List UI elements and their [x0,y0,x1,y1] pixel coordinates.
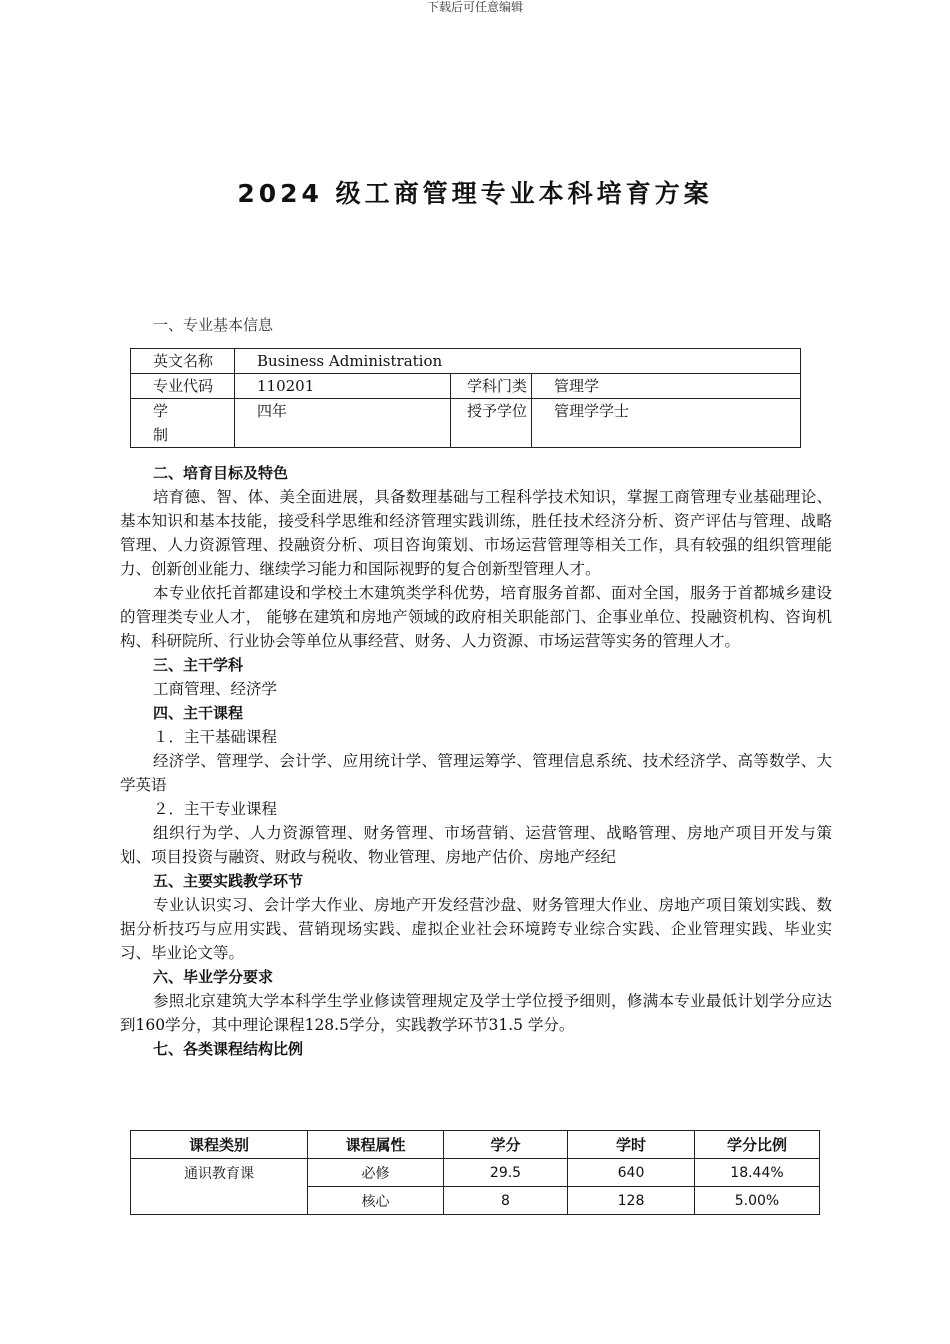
ratio-cell: 18.44% [695,1159,820,1187]
credits-content: 参照北京建筑大学本科学生学业修读管理规定及学士学位授予细则，修满本专业最低计划学分应达到160学分，其中理论课程128.5学分，实践教学环节31.5 学分。 [120,992,832,1034]
discipline-value: 管理学 [532,374,801,399]
credits-cell: 29.5 [444,1159,568,1187]
hours-cell: 640 [568,1159,695,1187]
table-row [131,1159,820,1187]
duration-label [131,399,235,448]
section-heading-basic-info: 一、专业基本信息 [153,316,274,334]
disciplines-content: 工商管理、经济学 [153,680,278,698]
page-title: 2024 级工商管理专业本科培育方案 [237,179,713,208]
english-name-value: Business Administration [235,349,801,374]
english-name-label: 英文名称 [131,349,235,374]
column-header-ratio: 学分比例 [695,1131,820,1159]
document-body [120,461,832,1061]
section-heading-practice: 五、主要实践教学环节 [153,872,304,890]
ratio-cell: 5.00% [695,1187,820,1215]
basic-courses-heading: １．主干基础课程 [153,728,278,746]
table-header-row [131,1131,820,1159]
section-heading-goals: 二、培育目标及特色 [153,464,289,482]
degree-value: 管理学学士 [532,399,801,448]
goals-paragraph-2: 本专业依托首都建设和学校土木建筑类学科优势，培育服务首都、面对全国，服务于首都城乡建设的管理类专业人才， 能够在建筑和房地产领域的政府相关职能部门、企事业单位、投融资机构、咨询机构、科研院所、行业协会等单位从事经营、财务、人力资源、市场运营等实务的管理人才。 [120,584,832,650]
column-header-category: 课程类别 [131,1131,308,1159]
table-row [131,349,801,374]
practice-content: 专业认识实习、会计学大作业、房地产开发经营沙盘、财务管理大作业、房地产项目策划实践、数据分析技巧与应用实践、营销现场实践、虚拟企业社会环境跨专业综合实践、企业管理实践、毕业实习、毕业论文等。 [120,896,832,962]
category-cell: 通识教育课 [131,1159,308,1215]
column-header-credits: 学分 [444,1131,568,1159]
goals-paragraph-1: 培育德、智、体、美全面进展，具备数理基础与工程科学技术知识，掌握工商管理专业基础理论、基本知识和基本技能，接受科学思维和经济管理实践训练，胜任技术经济分析、资产评估与管理、战略管理、人力资源管理、投融资分析、项目咨询策划、市场运营管理等相关工作，具有较强的组织管理能力、创新创业能力、继续学习能力和国际视野的复合创新型管理人才。 [120,488,832,578]
hours-cell: 128 [568,1187,695,1215]
duration-label-part1: 学 [153,402,169,420]
duration-value: 四年 [235,399,451,448]
degree-label: 授予学位 [451,399,532,448]
major-code-label: 专业代码 [131,374,235,399]
discipline-label: 学科门类 [451,374,532,399]
major-courses-content: 组织行为学、人力资源管理、财务管理、市场营销、运营管理、战略管理、房地产项目开发与策划、项目投资与融资、财政与税收、物业管理、房地产估价、房地产经纪 [120,824,832,866]
section-heading-courses: 四、主干课程 [153,704,244,722]
major-courses-heading: ２．主干专业课程 [153,800,278,818]
column-header-hours: 学时 [568,1131,695,1159]
basic-info-table [130,348,801,448]
column-header-attribute: 课程属性 [308,1131,444,1159]
major-code-value: 110201 [235,374,451,399]
table-row [131,399,801,448]
attribute-cell: 核心 [308,1187,444,1215]
header-note: 下载后可任意编辑 [426,0,523,14]
credits-cell: 8 [444,1187,568,1215]
table-row [131,374,801,399]
section-heading-credits: 六、毕业学分要求 [153,968,274,986]
course-structure-table [130,1130,820,1215]
section-heading-disciplines: 三、主干学科 [153,656,244,674]
attribute-cell: 必修 [308,1159,444,1187]
basic-courses-content: 经济学、管理学、会计学、应用统计学、管理运筹学、管理信息系统、技术经济学、高等数学、大学英语 [120,752,832,794]
section-heading-structure: 七、各类课程结构比例 [153,1040,304,1058]
duration-label-part2: 制 [153,426,169,444]
